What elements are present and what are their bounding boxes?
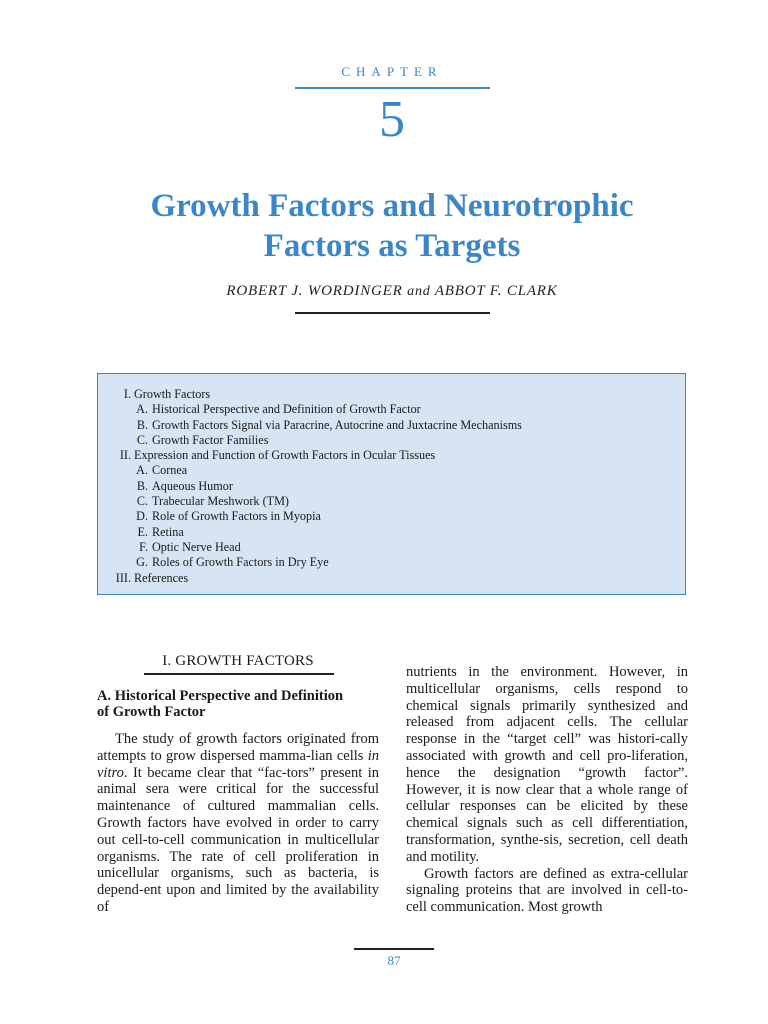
author-1: ROBERT J. WORDINGER [226,283,403,299]
contents-entry [98,418,685,433]
chapter-number: 5 [379,91,405,148]
author-conjunction: and [407,284,431,299]
contents-entry [98,402,685,417]
chapter-title-line-1: Growth Factors and Neurotrophic [150,188,634,224]
contents-entry-title: Historical Perspective and Definition of Growth Factor [152,402,421,417]
contents-entry-title: Roles of Growth Factors in Dry Eye [152,555,329,570]
body-paragraph-1-continued: nutrients in the environment. However, in multicellular organisms, cells respond to chemical signals primarily synthesized and released from adjacent cells. The cellular response in the “target cell” was histori-cally associated with growth and cell pro-liferation, hence the designation “growth factor”. However, it is now clear that a whole range of cellular responses can be elicited by these chemical signals such as cell differentiation, transformation, synthe-sis, secretion, cell death and motility. [406,664,688,865]
contents-entry-title: Growth Factors [134,387,211,401]
subsection-heading-line-2: of Growth Factor [97,704,206,720]
section-heading-rule [144,673,334,675]
contents-entry-title: Trabecular Meshwork (TM) [152,494,289,509]
contents-entry [98,448,685,463]
contents-entry-number: III. [115,570,131,585]
body-paragraph-1 [97,731,379,916]
contents-entry-title: Role of Growth Factors in Myopia [152,509,321,524]
contents-entry-title: Aqueous Humor [152,478,233,493]
contents-entry-number: A. [136,463,148,478]
contents-entry-title: Optic Nerve Head [152,539,241,554]
body-column-left [97,731,379,916]
contents-entry-number: E. [137,524,148,539]
contents-entry [98,463,685,478]
contents-entry-number: G. [136,555,148,570]
contents-list [98,387,685,586]
contents-entry [98,540,685,555]
page-number: 87 [387,953,401,968]
contents-entry-title: Cornea [152,463,188,478]
contents-entry [98,555,685,570]
chapter-contents-box [97,373,686,595]
author-rule [295,312,490,314]
chapter-title-line-2: Factors as Targets [263,228,521,264]
contents-entry-title: Retina [152,524,184,539]
contents-entry-number: C. [136,432,148,447]
contents-entry-number: B. [136,417,148,432]
contents-entry [98,433,685,448]
paragraph-text: . It became clear that “fac-tors” present in animal sera were critical for the successful maintenance of cultured mammalian cells. Growth factors have evolved in order to carry out cell-to-cell communication in multicellular organisms. The rate of cell proliferation in unicellular organisms, such as bacteria, is depend-ent upon and limited by the availability of [97,764,379,915]
body-paragraph-2: Growth factors are defined as extra-cellular signaling proteins that are involved in cell-to-cell communication. Most growth [406,865,688,916]
chapter-authors [0,283,768,300]
body-column-right [406,664,688,916]
contents-entry [98,479,685,494]
subsection-heading [97,688,379,720]
contents-entry-number: I. [123,387,131,401]
contents-entry [98,509,685,524]
contents-entry [98,525,685,540]
contents-entry-title: Growth Factors Signal via Paracrine, Autocrine and Juxtacrine Mechanisms [152,417,522,432]
contents-entry-number: A. [136,402,148,417]
contents-entry-number: F. [139,539,148,554]
contents-entry [98,387,685,402]
paragraph-text: The study of growth factors originated from attempts to grow dispersed mamma-lian cells [97,731,379,764]
italic-term: in vitro [97,747,379,781]
author-2: ABBOT F. CLARK [434,283,558,299]
chapter-title [0,186,768,266]
subsection-heading-line-1: A. Historical Perspective and Definition [97,688,344,704]
section-heading: I. GROWTH FACTORS [162,653,314,669]
contents-entry-number: D. [136,509,148,524]
contents-entry-number: II. [119,448,131,463]
contents-entry-title: Expression and Function of Growth Factors in Ocular Tissues [134,448,436,463]
contents-entry-number: C. [136,494,148,509]
page-number-rule [354,948,434,950]
contents-entry-title: Growth Factor Families [152,432,269,447]
contents-entry [98,571,685,586]
contents-entry-number: B. [136,478,148,493]
contents-entry [98,494,685,509]
chapter-label: CHAPTER [341,64,443,79]
contents-entry-title: References [134,570,189,585]
